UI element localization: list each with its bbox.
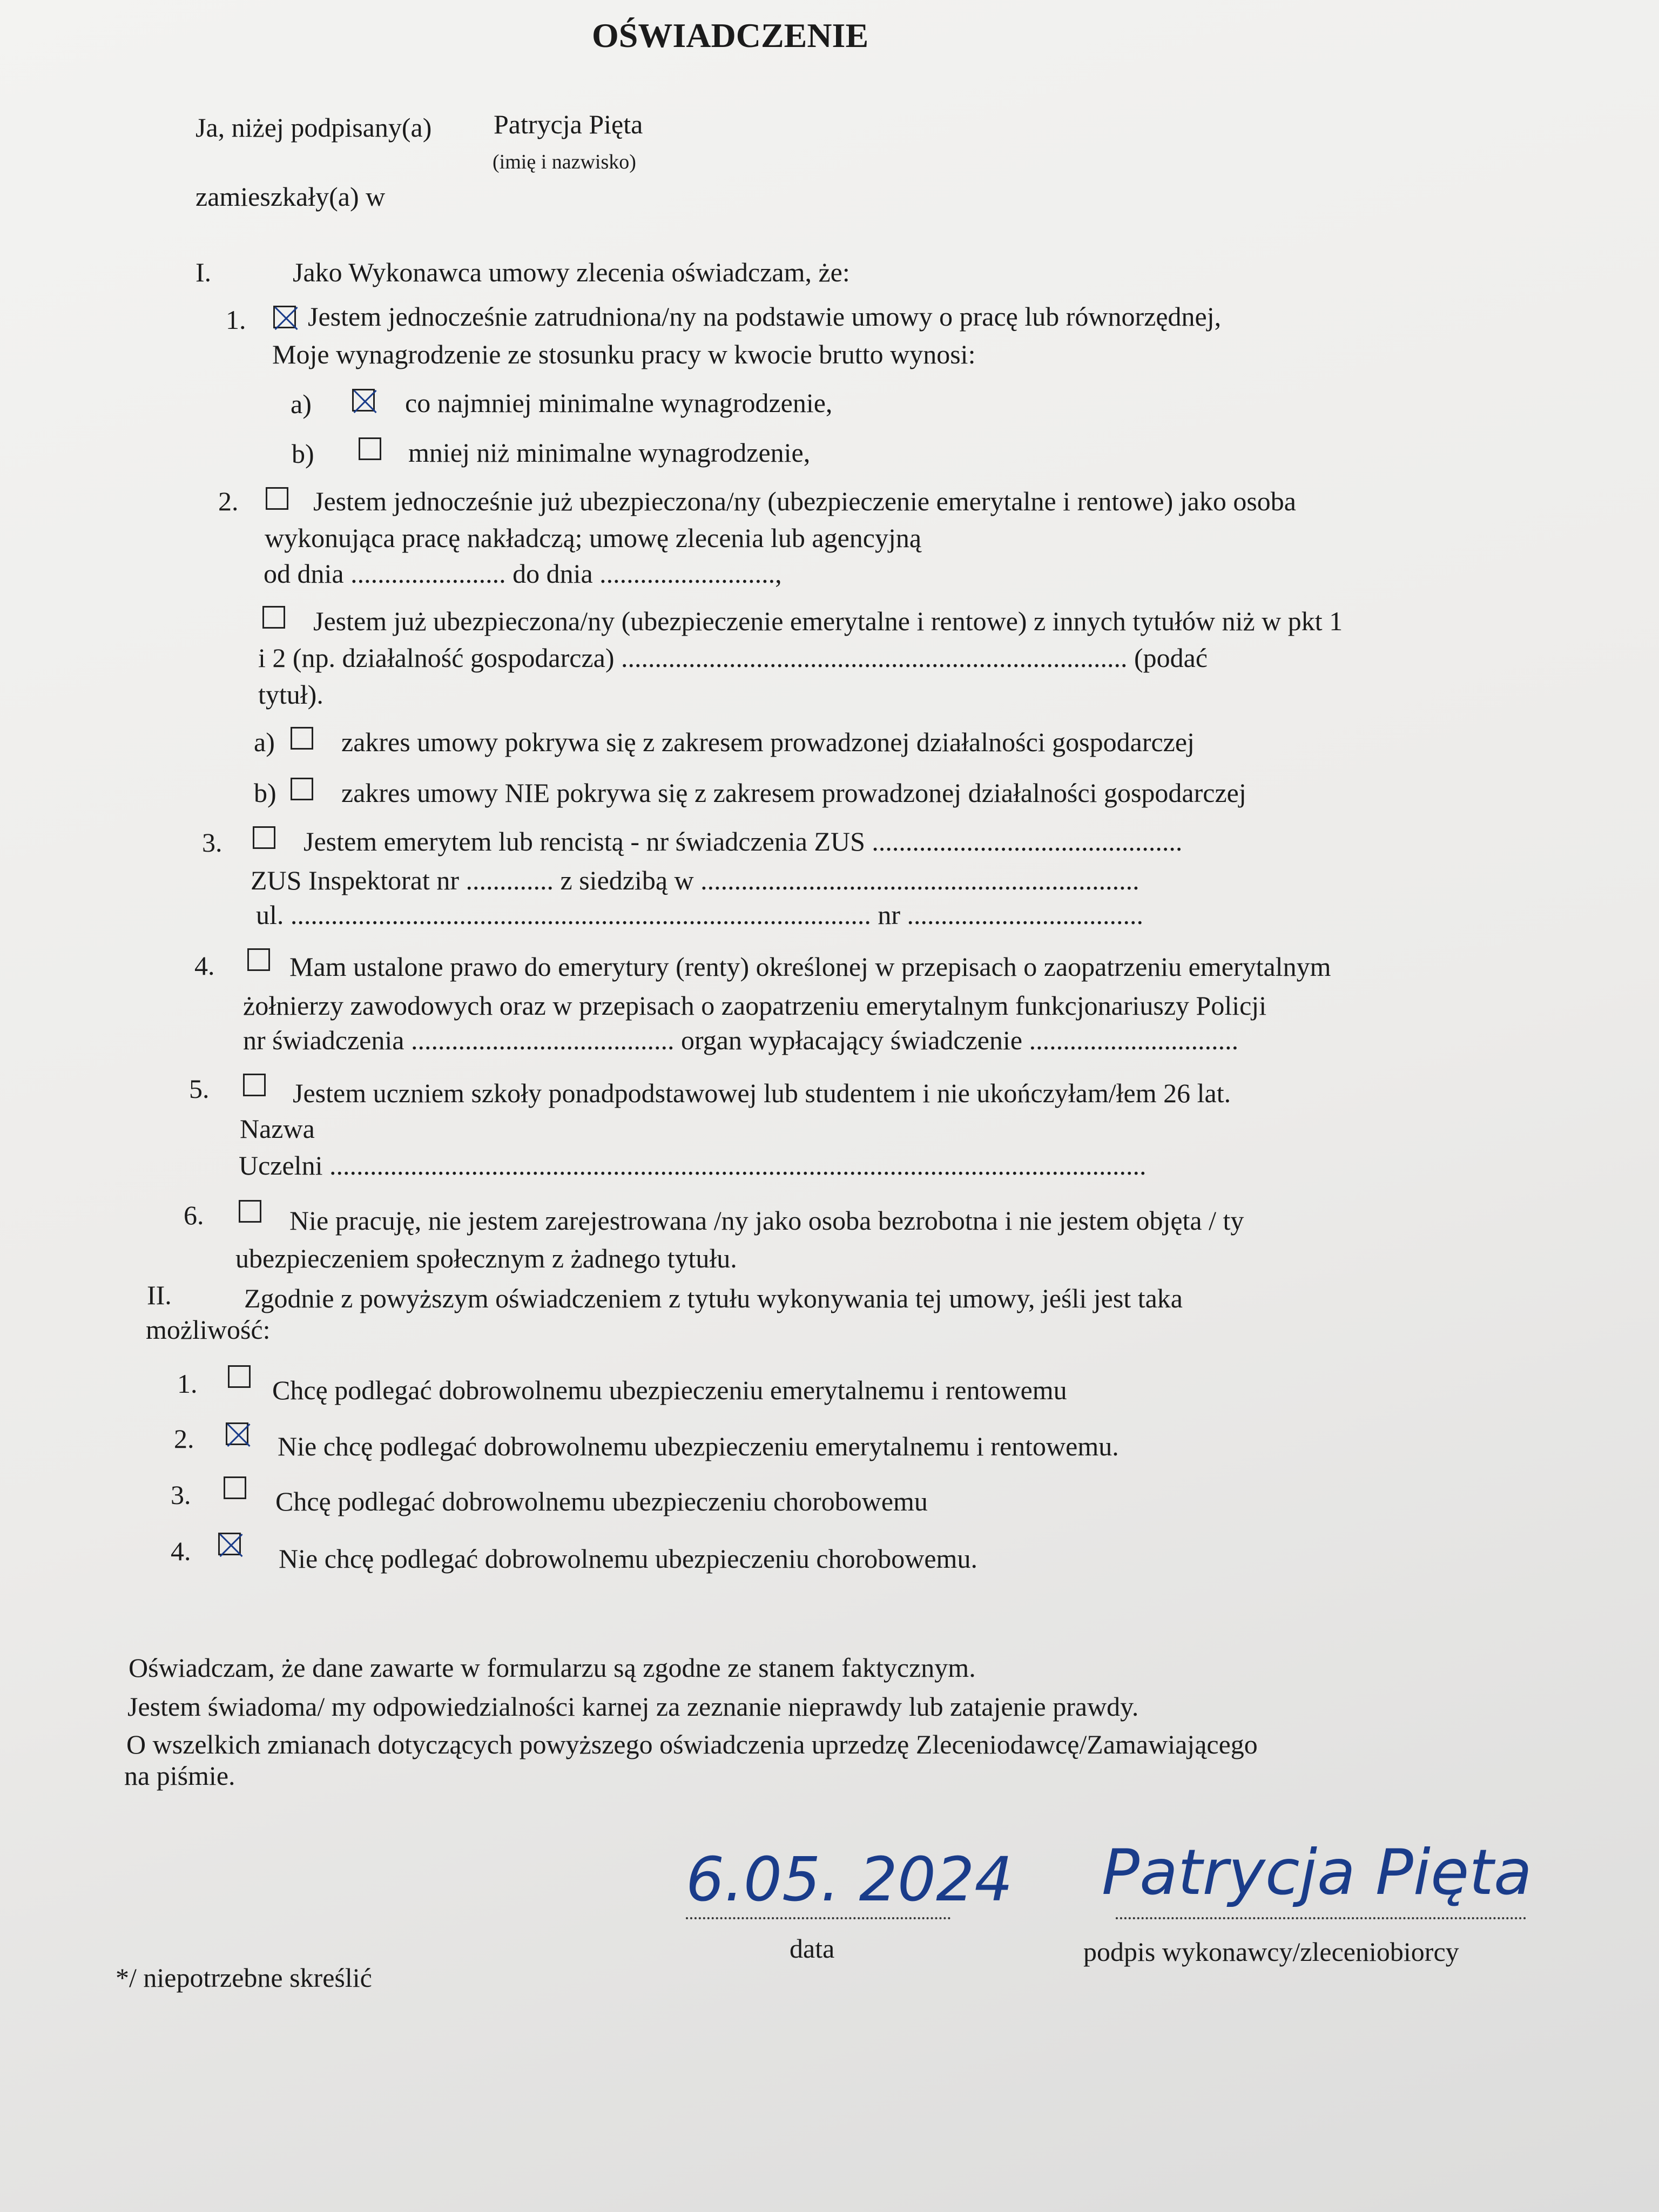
item5-number: 5. [189,1074,210,1104]
section2-heading-cont: możliwość: [146,1314,271,1345]
item2-line3: od dnia ....................... do dnia .........................., [264,558,782,589]
item5-checkbox[interactable] [243,1074,266,1096]
date-handwritten: 6.05. 2024 [686,1845,1013,1915]
item4-line1: Mam ustalone prawo do emerytury (renty) określonej w przepisach o zaopatrzeniu emerytalnym [289,952,1331,982]
item1-a-checkbox[interactable] [352,389,375,412]
item4-number: 4. [194,950,215,981]
option1-number: 1. [177,1368,198,1399]
declaration-line1: Oświadczam, że dane zawarte w formularzu są zgodne ze stanem faktycznym. [129,1653,976,1683]
item2-line2: wykonująca pracę nakładczą; umowę zlecenia lub agencyjną [265,523,922,553]
signature-label: podpis wykonawcy/zleceniobiorcy [1083,1937,1459,1967]
item4-checkbox[interactable] [247,948,270,971]
item1-b-label: b) [292,439,314,469]
date-label: data [790,1933,835,1964]
item1-b-text: mniej niż minimalne wynagrodzenie, [408,437,811,468]
item2-line5: i 2 (np. działalność gospodarcza) ........................................................................... (podać [258,643,1208,673]
page-title: OŚWIADCZENIE [592,16,869,55]
option3-checkbox[interactable] [224,1476,246,1499]
item2-b-checkbox[interactable] [291,778,313,800]
signature-handwritten: Patrycja Pięta [1102,1836,1532,1909]
item6-checkbox[interactable] [239,1200,261,1223]
option1-checkbox[interactable] [228,1365,251,1388]
declaration-line3: O wszelkich zmianach dotyczących powyższego oświadczenia uprzedzę Zleceniodawcę/Zamawiającego [126,1729,1258,1759]
item6-number: 6. [184,1200,204,1230]
item6-line1: Nie pracuję, nie jestem zarejestrowana /ny jako osoba bezrobotna i nie jestem objęta / ty [289,1205,1244,1236]
item5-line2: Nazwa [240,1114,315,1144]
option2-number: 2. [174,1424,194,1454]
item1-line2: Moje wynagrodzenie ze stosunku pracy w kwocie brutto wynosi: [272,339,976,369]
item1-a-text: co najmniej minimalne wynagrodzenie, [405,388,833,418]
item2-b-label: b) [254,778,276,808]
declaration-line2: Jestem świadoma/ my odpowiedzialności karnej za zeznanie nieprawdy lub zatajenie prawdy. [127,1691,1139,1722]
item2-other-checkbox[interactable] [262,606,285,629]
option3-text: Chcę podlegać dobrowolnemu ubezpieczeniu chorobowemu [275,1486,928,1516]
name-caption: (imię i nazwisko) [493,151,636,173]
item2-checkbox[interactable] [266,487,288,510]
option4-checkbox[interactable] [218,1533,241,1555]
item3-line2: ZUS Inspektorat nr ............. z siedzibą w ................................................................. [251,865,1139,895]
intro-label: Ja, niżej podpisany(a) [195,112,432,143]
footnote: */ niepotrzebne skreślić [116,1963,372,1993]
item3-line3: ul. ...................................................................................... nr ................................... [256,900,1144,930]
item2-a-checkbox[interactable] [291,727,313,750]
section1-heading: Jako Wykonawca umowy zlecenia oświadczam, że: [293,257,850,287]
item3-checkbox[interactable] [253,826,275,849]
section2-heading: Zgodnie z powyższym oświadczeniem z tytułu wykonywania tej umowy, jeśli jest taka [244,1283,1183,1313]
option4-number: 4. [171,1536,191,1566]
name-value: Patrycja Pięta [494,109,643,139]
item5-line1: Jestem uczniem szkoły ponadpodstawowej lub studentem i nie ukończyłam/łem 26 lat. [293,1078,1231,1108]
signature-line [1116,1917,1526,1919]
item4-line3: nr świadczenia ....................................... organ wypłacający świadczenie ............................... [243,1025,1239,1055]
section1-numeral: I. [195,257,212,287]
item2-number: 2. [218,486,239,516]
date-line [686,1917,950,1919]
item2-a-label: a) [254,727,275,757]
item5-line3: Uczelni ......................................................................................................................... [239,1150,1147,1181]
item2-line1: Jestem jednocześnie już ubezpieczona/ny (ubezpieczenie emerytalne i rentowe) jako osoba [313,486,1296,516]
item3-line1: Jestem emerytem lub rencistą - nr świadczenia ZUS .............................................. [304,826,1183,857]
item4-line2: żołnierzy zawodowych oraz w przepisach o zaopatrzeniu emerytalnym funkcjonariuszy Policji [243,990,1267,1021]
item3-number: 3. [202,827,222,858]
item1-b-checkbox[interactable] [359,437,381,460]
item1-checkbox[interactable] [273,306,296,328]
residence-label: zamieszkały(a) w [195,181,386,212]
item1-number: 1. [226,305,246,335]
option2-checkbox[interactable] [226,1422,248,1445]
item1-a-label: a) [291,389,312,419]
option1-text: Chcę podlegać dobrowolnemu ubezpieczeniu emerytalnemu i rentowemu [272,1375,1067,1405]
option4-text: Nie chcę podlegać dobrowolnemu ubezpieczeniu chorobowemu. [279,1543,977,1574]
item1-line1: Jestem jednocześnie zatrudniona/ny na podstawie umowy o pracę lub równorzędnej, [308,301,1222,332]
section2-numeral: II. [147,1280,172,1310]
option2-text: Nie chcę podlegać dobrowolnemu ubezpieczeniu emerytalnemu i rentowemu. [278,1431,1119,1461]
item2-line6: tytuł). [258,679,323,710]
declaration-line4: na piśmie. [124,1761,235,1791]
item2-line4: Jestem już ubezpieczona/ny (ubezpieczenie emerytalne i rentowe) z innych tytułów niż w pkt 1 [313,606,1343,636]
item2-b-text: zakres umowy NIE pokrywa się z zakresem prowadzonej działalności gospodarczej [341,778,1246,808]
item6-line2: ubezpieczeniem społecznym z żadnego tytułu. [235,1243,737,1273]
option3-number: 3. [171,1480,191,1510]
item2-a-text: zakres umowy pokrywa się z zakresem prowadzonej działalności gospodarczej [341,727,1195,757]
